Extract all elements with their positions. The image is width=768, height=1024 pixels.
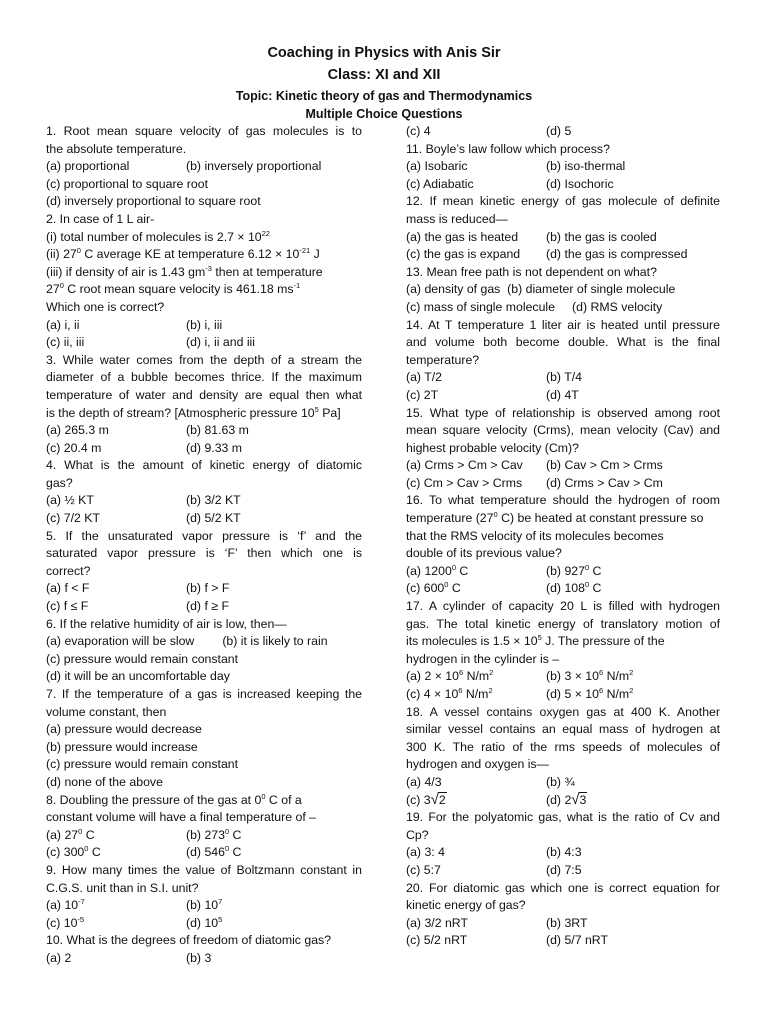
option-c: (c) $300^0$ C [46,844,101,860]
option-c: (c) 5/2 nRT [406,933,468,948]
option-d: (d) inversely proportional to square root [46,194,261,209]
option-row [406,387,720,405]
question-text: mass is reduced— [406,211,508,226]
option-a: (a) $27^0$ C [46,826,95,842]
class-heading: Class: XI and XII [327,67,441,83]
section-subtitle: Multiple Choice Questions [305,107,463,121]
option-d: (d) $546^0$ C [186,844,242,860]
statement-i: (i) total number of molecules is $2.7 \times 10^{22}$ [46,228,270,244]
option-b: (b) T/4 [546,370,582,385]
option-d: (d) 5 [546,124,572,138]
option-c: (c) the gas is expand [406,247,521,262]
option-a: (a) Isobaric [406,159,468,174]
question-text: temperature of water and density are equal then what [46,387,362,402]
question-text: diameter of a bubble becomes thrice. If the maximum [46,370,362,385]
option-row [46,915,362,933]
option-row [406,932,720,950]
question-text: 8. Doubling the pressure of the gas at $0^0$ C of a [46,791,302,807]
question-text: similar vessel contains an equal mass of hydrogen at [406,722,720,737]
question-text: temperature? [406,352,480,367]
option-c: (c) $10^{-5}$ [46,914,85,930]
option-row: (c) mass of single molecule (d) RMS velocity [406,299,663,314]
option-row [406,792,720,810]
question-text: 11. Boyle’s law follow which process? [406,141,610,156]
question-text: 7. If the temperature of a gas is increased keeping the [46,687,362,701]
option-d: (d) it will be an uncomfortable day [46,669,230,684]
option-b: (b) $10^7$ [186,897,223,913]
option-a: (a) 1200$^0$ C [406,562,469,578]
question-text: volume constant, then [46,704,167,719]
option-d: (d) the gas is compressed [546,247,688,262]
option-row [46,950,362,968]
square-root-symbol: √ [430,790,439,808]
question-text: 16. To what temperature should the hydrogen of room [406,493,720,508]
option-a: (a) T/2 [406,370,442,385]
option-c: (c) Cm > Cav > Crms [406,475,523,490]
option-c: (c) f ≤ F [46,599,89,614]
option-b: (b) iso-thermal [546,159,626,174]
question-text: 14. At T temperature 1 liter air is heated until pressure [406,317,720,332]
option-row [46,317,362,335]
question-text: 6. If the relative humidity of air is low, then— [46,616,287,631]
question-text: temperature ($27^0$ C) be heated at constant pressure so [406,510,704,526]
option-a: (a) 265.3 m [46,423,109,438]
option-c: (c) 20.4 m [46,440,102,455]
option-c: (c) pressure would remain constant [46,651,239,666]
option-a: (a) Crms > Cm > Cav [406,458,523,473]
option-a: (a) $2 \times 10^6$ $N/m^2$ [406,668,494,684]
option-row [406,580,720,598]
option-row: (a) density of gas (b) diameter of single molecule [406,282,676,297]
option-d: (d) 5/2 KT [186,511,241,526]
statement-ii: (ii) $27^0$ C average KE at temperature $6.12 \times 10^{-21}$ J [46,246,320,262]
question-text: 300 K. The ratio of the rms speeds of molecules of [406,739,720,754]
option-d: (d) 5/7 nRT [546,933,608,948]
question-text: mean square velocity (Crms), mean velocity (Cav) and [406,423,720,438]
option-a: (a) pressure would decrease [46,722,202,737]
option-row [406,563,720,581]
question-text: correct? [46,563,91,578]
question-text: 10. What is the degrees of freedom of diatomic gas? [46,933,332,948]
option-a: (a) proportional [46,159,130,174]
statement-iii-cont: $27^0$ C root mean square velocity is 461.18 $ms^{-1}$ [46,281,301,297]
question-text: that the RMS velocity of its molecules becomes [406,528,664,543]
right-column [406,123,720,950]
option-row [406,229,720,247]
option-c: (c) $4 \times 10^6$ $N/m^2$ [406,686,493,701]
option-b: (b) pressure would increase [46,739,198,754]
question-text: is the depth of stream? [Atmospheric pressure $10^5$ Pa] [46,404,341,420]
question-text: hydrogen and oxygen is— [406,757,549,772]
question-text: 9. How many times the value of Boltzmann constant in [46,862,362,877]
question-text: highest probable velocity (Cm)? [406,440,579,455]
option-c: (c) ii, iii [46,335,85,350]
option-c: (c) pressure would remain constant [46,757,239,772]
question-text: and volume both become double. What is the final [406,335,720,350]
question-text: 5. If the unsaturated vapor pressure is ‘f’ and the [46,528,362,543]
question-text: kinetic energy of gas? [406,898,526,913]
option-c: (c) 7/2 KT [46,511,100,526]
option-row [46,334,362,352]
option-c: (c) 2T [406,387,439,402]
option-row [406,475,720,493]
question-text: Cp? [406,827,429,842]
option-d: (d) $5 \times 10^6$ $N/m^2$ [546,686,634,701]
option-row [46,827,362,845]
option-b: (b) ¾ [546,774,575,789]
question-text: 12. If mean kinetic energy of gas molecule of definite [406,194,720,209]
option-row [406,176,720,194]
option-b: (b) $3 \times 10^6$ $N/m^2$ [546,668,634,684]
option-d: (d) none of the above [46,774,163,789]
question-text: 19. For the polyatomic gas, what is the ratio of Cv and [406,810,720,825]
question-text: double of its previous value? [406,546,562,561]
option-c: (c) 3√2 [406,790,446,808]
option-b: (b) Cav > Cm > Crms [546,458,663,473]
question-text: saturated vapor pressure is ‘F’ then which one is [46,546,362,561]
option-d: (d) 7:5 [546,862,582,877]
question-text: 15. What type of relationship is observed among root [406,405,720,420]
option-row [46,158,362,176]
option-d: (d) $10^5$ [186,914,223,930]
option-row [46,897,362,915]
option-b: (b) the gas is cooled [546,229,657,244]
option-a: (a) 4/3 [406,774,442,789]
option-a: (a) 2 [46,950,72,965]
option-b: (b) 81.63 m [186,423,249,438]
question-text: 4. What is the amount of kinetic energy of diatomic [46,458,362,473]
option-b: (b) $273^0$ C [186,826,242,842]
option-a: (a) evaporation will be slow [46,634,195,649]
option-d: (d) Crms > Cav > Cm [546,475,663,490]
option-row [406,686,720,704]
question-text: 18. A vessel contains oxygen gas at 400 K. Another [406,704,720,719]
option-a: (a) i, ii [46,317,80,332]
option-c: (c) proportional to square root [46,176,208,191]
option-d: (d) f ≥ F [186,599,229,614]
option-row [46,422,362,440]
option-d: (d) i, ii and iii [186,335,256,350]
option-c: (c) $600^0$ C [406,580,461,596]
option-row [46,844,362,862]
question-text: 20. For diatomic gas which one is correct equation for [406,880,720,895]
option-row [406,246,720,264]
option-row [46,440,362,458]
option-row [46,510,362,528]
option-row [406,774,720,792]
option-a: (a) $10^{-7}$ [46,897,85,913]
option-b: (b) 3RT [546,915,588,930]
question-text: 3. While water comes from the depth of a stream the [46,352,362,367]
question-text: its molecules is $1.5 \times 10^5$ J. The pressure of the [406,633,665,649]
option-b: (b) 3 [186,950,212,965]
question-text: constant volume will have a final temperature of – [46,810,316,825]
question-text: Which one is correct? [46,299,165,314]
question-text: C.G.S. unit than in S.I. unit? [46,880,199,895]
question-text: 1. Root mean square velocity of gas molecules is to [46,124,362,138]
question-text: gas? [46,475,73,490]
option-row [406,862,720,880]
option-row [46,580,362,598]
option-b: (b) inversely proportional [186,159,322,174]
option-a: (a) 3/2 nRT [406,915,468,930]
question-text: hydrogen in the cylinder is – [406,651,560,666]
option-d: (d) $108^0$ C [546,580,602,596]
option-d: (d) 2√3 [546,790,587,808]
option-d: (d) Isochoric [546,176,614,191]
option-row [406,369,720,387]
option-row [46,492,362,510]
option-a: (a) f < F [46,581,90,596]
option-b: (b) f > F [186,581,230,596]
option-d: (d) 9.33 m [186,440,243,455]
topic-heading: Topic: Kinetic theory of gas and Thermodynamics [235,89,533,103]
option-b: (b) $927^0$ C [546,562,602,578]
question-text: 13. Mean free path is not dependent on what? [406,264,657,279]
option-row [46,633,362,651]
option-row [406,915,720,933]
option-row [406,457,720,475]
option-c: (c) 4 [406,124,431,138]
option-b: (b) it is likely to rain [222,634,328,649]
option-b: (b) 3/2 KT [186,493,241,508]
option-d: (d) 4T [546,387,579,402]
question-text: 2. In case of 1 L air- [46,211,155,226]
option-a: (a) the gas is heated [406,229,519,244]
option-b: (b) i, iii [186,317,223,332]
question-text: gas. The total kinetic energy of translatory motion of [406,616,720,631]
option-a: (a) 3: 4 [406,845,445,860]
document-title: Coaching in Physics with Anis Sir [267,45,501,61]
option-row [406,123,720,141]
question-text: the absolute temperature. [46,141,187,156]
square-root-symbol: √ [571,790,580,808]
option-a: (a) ½ KT [46,493,94,508]
option-row [46,598,362,616]
question-text: 17. A cylinder of capacity 20 L is filled with hydrogen [406,599,720,614]
option-row [406,158,720,176]
statement-iii: (iii) if density of air is 1.43 $gm^{-3}$ then at temperature [46,263,323,279]
option-c: (c) Adiabatic [406,176,474,191]
option-row [406,844,720,862]
left-column [46,123,362,968]
option-c: (c) 5:7 [406,862,441,877]
option-b: (b) 4:3 [546,845,582,860]
option-row [406,668,720,686]
